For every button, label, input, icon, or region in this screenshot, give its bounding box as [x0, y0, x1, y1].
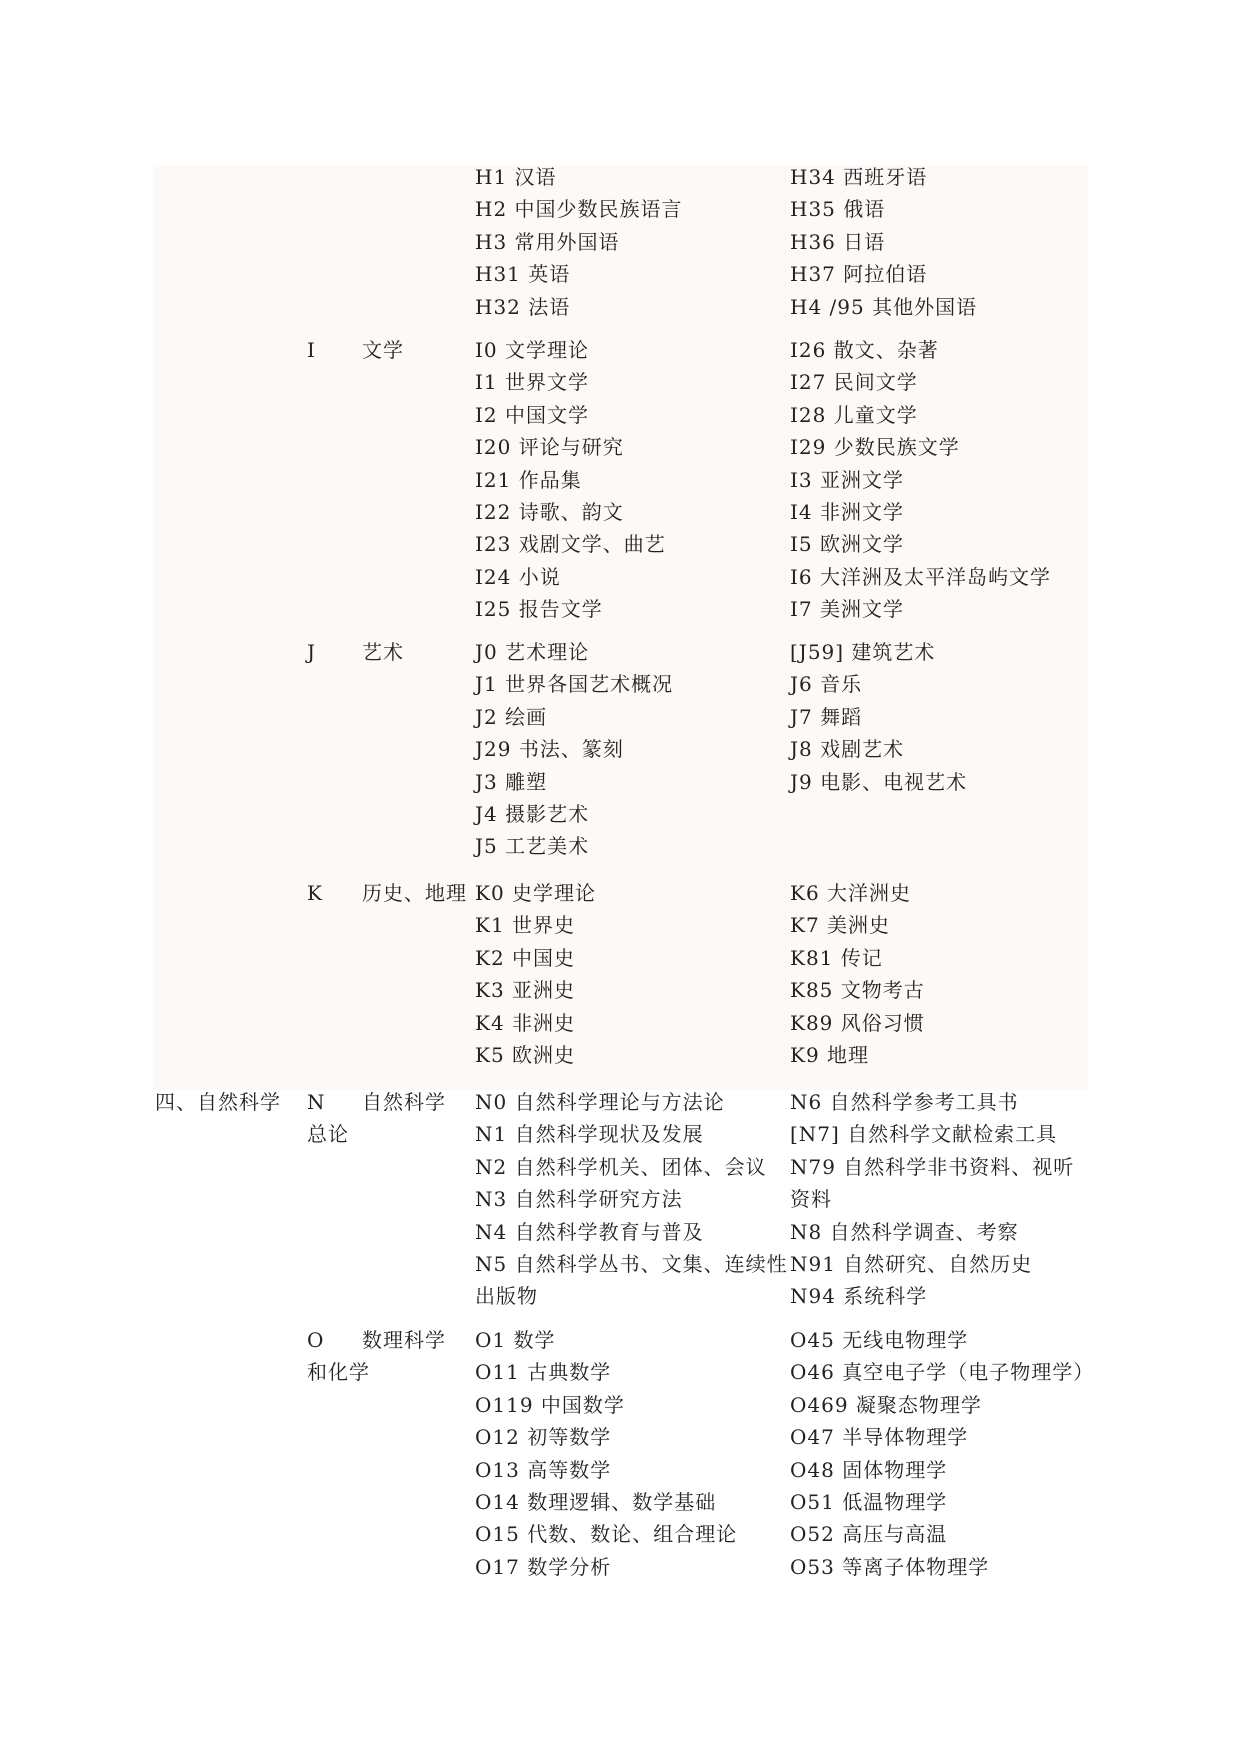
subclass-item: H1 汉语 — [475, 165, 557, 189]
subclass-item: N94 系统科学 — [790, 1284, 928, 1309]
class-name: 数理科学 — [362, 1328, 446, 1352]
subclass-item: 资料 — [790, 1187, 832, 1212]
subclass-item: K89 风俗习惯 — [790, 1010, 925, 1035]
class-name-wrap: 和化学 — [307, 1360, 370, 1385]
subclass-item: N8 自然科学调查、考察 — [790, 1219, 1019, 1244]
class-name: 文学 — [362, 338, 404, 362]
subclass-item: I1 世界文学 — [475, 370, 589, 395]
subclass-item: H3 常用外国语 — [475, 229, 620, 254]
class-name: 艺术 — [362, 640, 404, 664]
subclass-item: J6 音乐 — [790, 672, 863, 697]
subclass-item: K4 非洲史 — [475, 1010, 576, 1035]
subclass-item: I6 大洋洲及太平洋岛屿文学 — [790, 564, 1051, 589]
class-name-wrap: 总论 — [307, 1122, 349, 1147]
subclass-item: O52 高压与高温 — [790, 1522, 948, 1547]
subclass-item: N6 自然科学参考工具书 — [790, 1090, 1019, 1114]
class-code: K — [307, 881, 323, 905]
subclass-item: K3 亚洲史 — [475, 978, 576, 1003]
subclass-item: I29 少数民族文学 — [790, 435, 960, 460]
subclass-item: K0 史学理论 — [475, 881, 597, 905]
class-name: 历史、地理 — [362, 881, 467, 905]
subclass-item: K81 传记 — [790, 945, 883, 970]
subclass-item: N0 自然科学理论与方法论 — [475, 1090, 725, 1114]
subclass-item: I23 戏剧文学、曲艺 — [475, 532, 666, 557]
subclass-item: J9 电影、电视艺术 — [790, 769, 968, 794]
subclass-item: I2 中国文学 — [475, 402, 589, 427]
subclass-item: O46 真空电子学（电子物理学） — [790, 1360, 1095, 1385]
subclass-item: I24 小说 — [475, 564, 561, 589]
subclass-item: O11 古典数学 — [475, 1360, 612, 1385]
subclass-item: I5 欧洲文学 — [790, 532, 904, 557]
subclass-item: J0 艺术理论 — [475, 640, 590, 664]
subclass-item: I27 民间文学 — [790, 370, 918, 395]
subclass-item: I26 散文、杂著 — [790, 338, 939, 362]
subclass-item: N91 自然研究、自然历史 — [790, 1252, 1033, 1276]
class-name: 自然科学 — [362, 1090, 446, 1114]
subclass-item: J5 工艺美术 — [475, 834, 590, 859]
subclass-item: N79 自然科学非书资料、视听 — [790, 1154, 1075, 1179]
subclass-item: 出版物 — [475, 1284, 538, 1309]
subclass-item: K9 地理 — [790, 1043, 870, 1067]
subclass-item: O13 高等数学 — [475, 1457, 612, 1482]
subclass-item: J1 世界各国艺术概况 — [475, 672, 674, 697]
subclass-item: I21 作品集 — [475, 467, 582, 492]
subclass-item: I22 诗歌、韵文 — [475, 500, 624, 524]
subclass-item: N1 自然科学现状及发展 — [475, 1122, 704, 1147]
subclass-item: O53 等离子体物理学 — [790, 1554, 990, 1579]
subclass-item: K85 文物考古 — [790, 978, 925, 1003]
subclass-item: J8 戏剧艺术 — [790, 737, 905, 762]
subclass-item: J7 舞蹈 — [790, 704, 863, 729]
subclass-item: O119 中国数学 — [475, 1392, 625, 1417]
subclass-item: O1 数学 — [475, 1328, 556, 1352]
subclass-item: I20 评论与研究 — [475, 435, 624, 460]
category-label: 四、自然科学 — [155, 1090, 281, 1114]
subclass-item: O48 固体物理学 — [790, 1457, 948, 1482]
subclass-item: K6 大洋洲史 — [790, 881, 912, 905]
subclass-item: J4 摄影艺术 — [475, 802, 590, 826]
subclass-item: H32 法语 — [475, 294, 571, 319]
subclass-item: I3 亚洲文学 — [790, 467, 904, 492]
subclass-item: N5 自然科学丛书、文集、连续性 — [475, 1252, 788, 1276]
subclass-item: N4 自然科学教育与普及 — [475, 1219, 704, 1244]
subclass-item: O12 初等数学 — [475, 1425, 612, 1450]
class-code: J — [307, 640, 317, 664]
subclass-item: H4 /95 其他外国语 — [790, 294, 978, 319]
class-code: N — [307, 1090, 326, 1114]
subclass-item: H37 阿拉伯语 — [790, 262, 928, 287]
subclass-item: K2 中国史 — [475, 945, 576, 970]
subclass-item: I4 非洲文学 — [790, 500, 904, 524]
subclass-item: O45 无线电物理学 — [790, 1328, 969, 1352]
subclass-item: J3 雕塑 — [475, 769, 548, 794]
subclass-item: H34 西班牙语 — [790, 165, 928, 189]
subclass-item: [N7] 自然科学文献检索工具 — [790, 1122, 1058, 1147]
subclass-item: I28 儿童文学 — [790, 402, 918, 427]
subclass-item: K7 美洲史 — [790, 913, 891, 938]
subclass-item: O17 数学分析 — [475, 1554, 612, 1579]
subclass-item: O469 凝聚态物理学 — [790, 1392, 982, 1417]
subclass-item: J29 书法、篆刻 — [475, 737, 624, 762]
subclass-item: H35 俄语 — [790, 197, 886, 222]
class-code: O — [307, 1328, 325, 1352]
subclass-item: K1 世界史 — [475, 913, 576, 938]
subclass-item: H2 中国少数民族语言 — [475, 197, 683, 222]
subclass-item: I25 报告文学 — [475, 597, 603, 622]
subclass-item: H31 英语 — [475, 262, 571, 287]
subclass-item: N2 自然科学机关、团体、会议 — [475, 1154, 767, 1179]
subclass-item: N3 自然科学研究方法 — [475, 1187, 683, 1212]
subclass-item: O14 数理逻辑、数学基础 — [475, 1490, 717, 1514]
subclass-item: O51 低温物理学 — [790, 1490, 948, 1514]
subclass-item: [J59] 建筑艺术 — [790, 640, 936, 664]
subclass-item: K5 欧洲史 — [475, 1043, 576, 1067]
subclass-item: O15 代数、数论、组合理论 — [475, 1522, 738, 1547]
subclass-item: H36 日语 — [790, 229, 886, 254]
subclass-item: I0 文学理论 — [475, 338, 589, 362]
class-code: I — [307, 338, 316, 362]
subclass-item: O47 半导体物理学 — [790, 1425, 969, 1450]
subclass-item: J2 绘画 — [475, 704, 548, 729]
subclass-item: I7 美洲文学 — [790, 597, 904, 622]
